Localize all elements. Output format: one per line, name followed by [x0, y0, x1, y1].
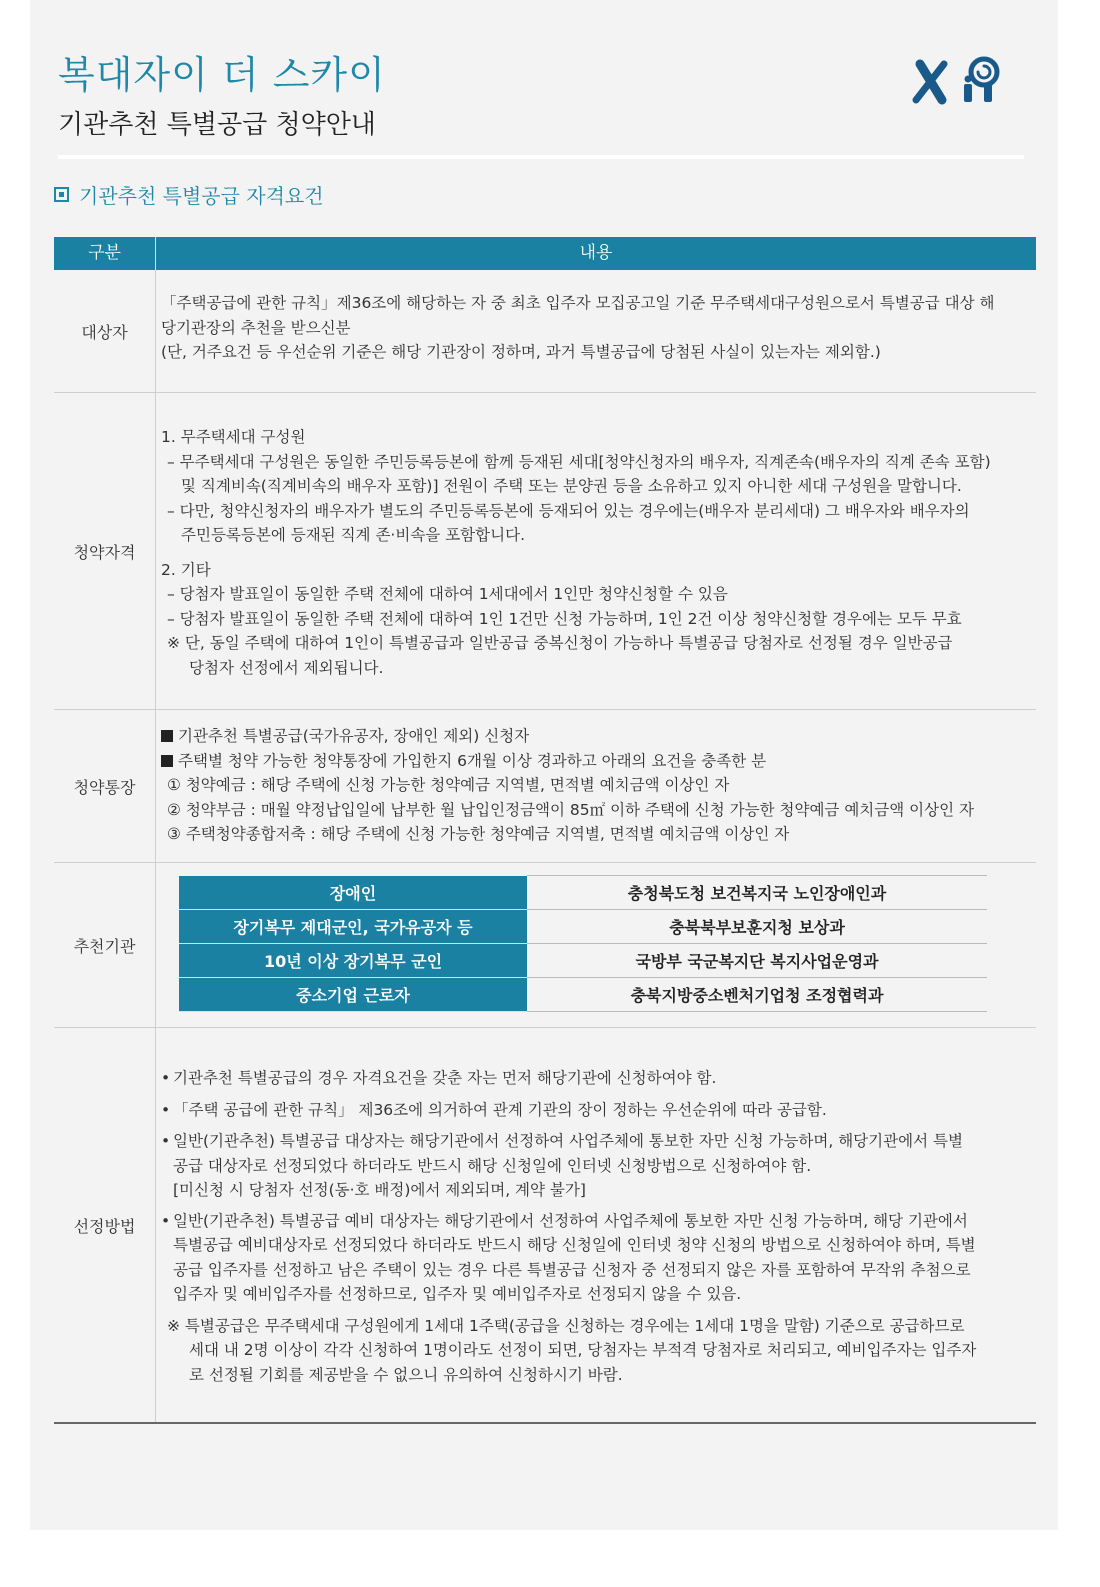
account-bullet-2-text: 주택별 청약 가능한 청약통장에 가입한지 6개월 이상 경과하고 아래의 요건을 충족한 분	[178, 751, 767, 770]
bullet-dot-icon: •	[161, 1100, 171, 1119]
agency-category: 10년 이상 장기복무 군인	[179, 944, 527, 978]
table-header	[54, 237, 1036, 270]
row-content-eligibility	[161, 425, 1026, 680]
bullet-dot-icon: •	[161, 1132, 171, 1150]
agency-name: 충북북부보훈지청 보상과	[527, 910, 987, 944]
header-divider	[58, 155, 1024, 159]
row-content-account	[161, 724, 1026, 847]
agency-table	[179, 875, 987, 1012]
page-title: 복대자이 더 스카이	[58, 53, 386, 97]
selection-item-3	[161, 1129, 1026, 1203]
row-label-agency: 추천기관	[73, 937, 136, 956]
row-label-eligibility: 청약자격	[73, 543, 136, 562]
xi-logo	[912, 54, 1008, 110]
account-bullet-2	[161, 749, 1026, 774]
selection-item-4-line: 공급 입주자를 선정하고 남은 주택이 있는 경우 다른 특별공급 신청자 중 선정되지 않은 자를 포함하여 무작위 추첨으로	[173, 1260, 971, 1279]
table-row-eligibility	[54, 393, 1036, 710]
eligibility-detail-1b: 및 직계비속(직계비속의 배우자 포함)] 전원이 주택 또는 분양권 등을 소유하고 있지 아니한 세대 구성원을 말합니다.	[181, 477, 962, 495]
selection-item-3-text	[173, 1129, 1026, 1203]
account-condition-2: ② 청약부금 : 매월 약정납입일에 납부한 월 납입인정금액이 85㎡ 이하 주택에 신청 가능한 청약예금 예치금액 이상인 자	[167, 800, 974, 819]
selection-item-3-line: 일반(기관추천) 특별공급 대상자는 해당기관에서 선정하여 사업주체에 통보한 자만 신청 가능하며, 해당기관에서 특별	[173, 1132, 963, 1150]
eligibility-detail-2b: 주민등록등본에 등재된 직계 존·비속을 포함합니다.	[181, 526, 525, 544]
black-square-icon	[161, 730, 173, 742]
selection-item-3-line: 공급 대상자로 선정되었다 하더라도 반드시 해당 신청일에 인터넷 신청방법으로 신청하여야 함.	[173, 1156, 812, 1175]
page-subtitle: 기관추천 특별공급 청약안내	[58, 110, 376, 140]
bullet-dot-icon: •	[161, 1069, 171, 1087]
account-bullet-1	[161, 724, 1026, 749]
table-row-selection	[54, 1028, 1036, 1424]
selection-note	[161, 1314, 1026, 1388]
bullet-dot-icon: •	[161, 1211, 171, 1230]
eligibility-etc-1: – 당첨자 발표일이 동일한 주택 전체에 대하여 1세대에서 1인만 청약신청할 수 있음	[167, 585, 728, 603]
agency-category: 중소기업 근로자	[179, 978, 527, 1012]
agency-name: 충청북도청 보건복지국 노인장애인과	[527, 876, 987, 910]
agency-name: 충북지방중소벤처기업청 조정협력과	[527, 978, 987, 1012]
square-bullet-icon	[54, 187, 69, 202]
eligibility-table	[54, 237, 1036, 1424]
table-row-account	[54, 710, 1036, 863]
agency-category: 장기복무 제대군인, 국가유공자 등	[179, 910, 527, 944]
eligibility-heading-2: 2. 기타	[161, 560, 211, 579]
agency-row	[179, 944, 987, 978]
row-content-target	[161, 291, 1026, 365]
row-label-target: 대상자	[81, 323, 128, 342]
account-condition-3: ③ 주택청약종합저축 : 해당 주택에 신청 가능한 청약예금 지역별, 면적별 예치금액 이상인 자	[167, 825, 790, 843]
document-sheet	[30, 0, 1058, 1530]
eligibility-heading-1: 1. 무주택세대 구성원	[161, 428, 306, 446]
row-label-selection: 선정방법	[73, 1217, 136, 1236]
selection-item-4-line: 일반(기관추천) 특별공급 예비 대상자는 해당기관에서 선정하여 사업주체에 통보한 자만 신청 가능하며, 해당 기관에서	[173, 1211, 968, 1230]
section-heading	[54, 180, 324, 209]
selection-item-2-text: 「주택 공급에 관한 규칙」 제36조에 의거하여 관계 기관의 장이 정하는 우선순위에 따라 공급함.	[173, 1100, 827, 1119]
spacer	[161, 548, 1026, 558]
target-line-1: 「주택공급에 관한 규칙」제36조에 해당하는 자 중 최초 입주자 모집공고일 기준 무주택세대구성원으로서 특별공급 대상 해	[161, 294, 995, 312]
black-square-icon	[161, 755, 173, 767]
selection-item-2	[161, 1098, 1026, 1123]
agency-row	[179, 910, 987, 944]
section-title-text: 기관추천 특별공급 자격요건	[79, 184, 324, 208]
agency-row	[179, 876, 987, 910]
row-content-selection	[161, 1066, 1026, 1387]
header-category: 구분	[54, 237, 156, 270]
account-bullet-1-text: 기관추천 특별공급(국가유공자, 장애인 제외) 신청자	[178, 727, 530, 745]
agency-row	[179, 978, 987, 1012]
eligibility-etc-2: – 당첨자 발표일이 동일한 주택 전체에 대하여 1인 1건만 신청 가능하며, 1인 2건 이상 청약신청할 경우에는 모두 무효	[167, 609, 962, 628]
selection-note-line: 로 선정될 기회를 제공받을 수 없으니 유의하여 신청하시기 바람.	[189, 1365, 623, 1384]
eligibility-detail-1: – 무주택세대 구성원은 동일한 주민등록등본에 함께 등재된 세대[청약신청자의 배우자, 직계존속(배우자의 직계 존속 포함)	[167, 452, 991, 471]
eligibility-detail-2: – 다만, 청약신청자의 배우자가 별도의 주민등록등본에 등재되어 있는 경우에는(배우자 분리세대) 그 배우자와 배우자의	[167, 501, 970, 520]
selection-item-4-line: 특별공급 예비대상자로 선정되었다 하더라도 반드시 해당 신청일에 인터넷 청약 신청의 방법으로 신청하여야 하며, 특별	[173, 1236, 976, 1254]
target-line-2: 당기관장의 추천을 받으신분	[161, 318, 351, 337]
selection-note-line: ※ 특별공급은 무주택세대 구성원에게 1세대 1주택(공급을 신청하는 경우에는 1세대 1명을 말함) 기준으로 공급하므로	[167, 1316, 965, 1335]
target-line-3: (단, 거주요건 등 우선순위 기준은 해당 기관장이 정하며, 과거 특별공급에 당첨된 사실이 있는자는 제외함.)	[161, 343, 881, 361]
header-content: 내용	[579, 243, 613, 263]
agency-name: 국방부 국군복지단 복지사업운영과	[527, 944, 987, 978]
selection-item-4-line: 입주자 및 예비입주자를 선정하므로, 입주자 및 예비입주자로 선정되지 않을 수 있음.	[173, 1285, 742, 1303]
selection-note-line: 세대 내 2명 이상이 각각 신청하여 1명이라도 선정이 되면, 당첨자는 부적격 당첨자로 처리되고, 예비입주자는 입주자	[189, 1341, 977, 1359]
selection-item-4	[161, 1209, 1026, 1307]
eligibility-etc-3b: 당첨자 선정에서 제외됩니다.	[189, 658, 384, 677]
table-row-target	[54, 270, 1036, 393]
selection-item-1	[161, 1066, 1026, 1091]
selection-item-3-line: [미신청 시 당첨자 선정(동·호 배정)에서 제외되며, 계약 불가]	[173, 1181, 586, 1199]
account-condition-1: ① 청약예금 : 해당 주택에 신청 가능한 청약예금 지역별, 면적별 예치금액 이상인 자	[167, 776, 730, 794]
selection-item-4-text	[173, 1209, 1026, 1307]
eligibility-etc-3: ※ 단, 동일 주택에 대하여 1인이 특별공급과 일반공급 중복신청이 가능하나 특별공급 당첨자로 선정될 경우 일반공급	[167, 634, 953, 652]
agency-category: 장애인	[179, 876, 527, 910]
table-row-agency	[54, 863, 1036, 1028]
row-label-account: 청약통장	[73, 778, 136, 797]
selection-item-1-text: 기관추천 특별공급의 경우 자격요건을 갖춘 자는 먼저 해당기관에 신청하여야 함.	[173, 1069, 717, 1087]
